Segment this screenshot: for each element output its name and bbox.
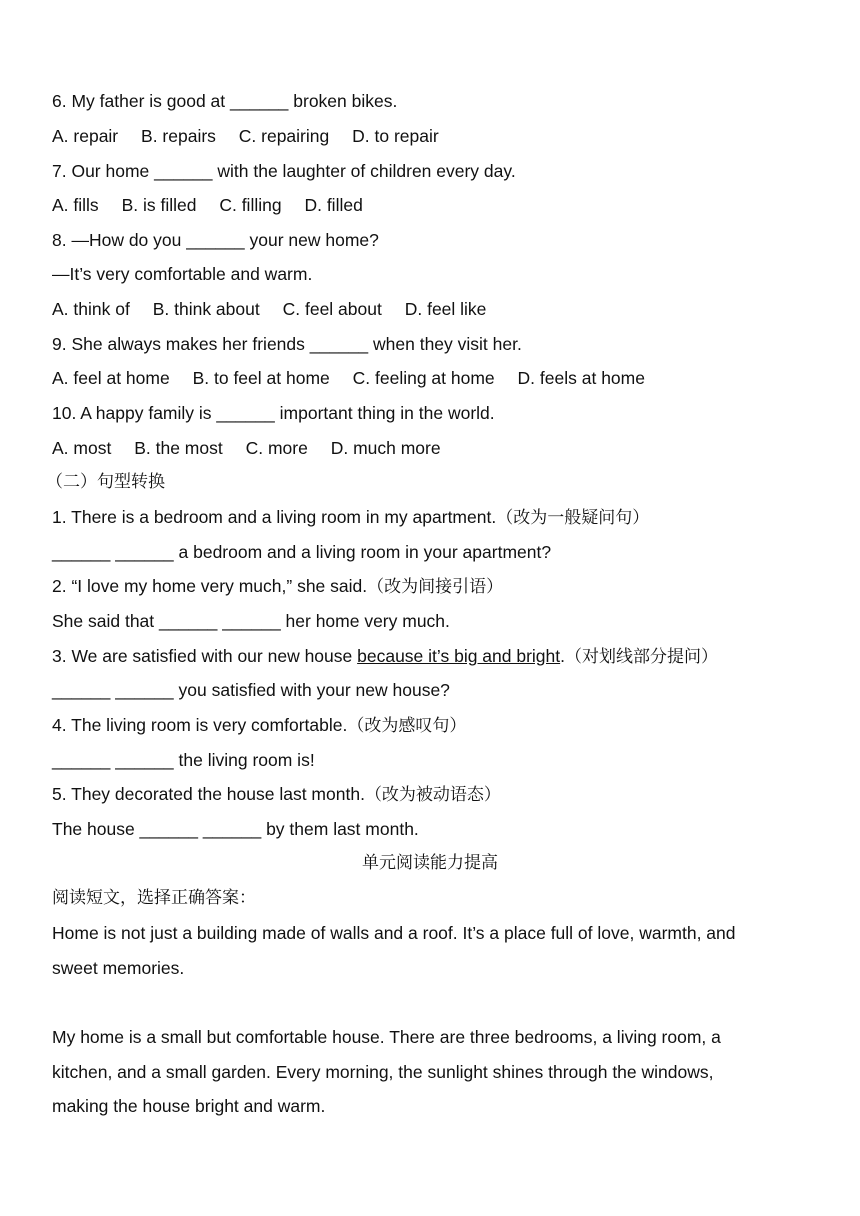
option-b: B. the most [134, 438, 223, 458]
option-d: D. feels at home [517, 368, 645, 388]
option-a: A. feel at home [52, 368, 170, 388]
question-9-options [52, 367, 820, 389]
option-a: A. repair [52, 126, 119, 146]
instruction-note: （改为一般疑问句） [496, 508, 650, 528]
option-d: D. to repair [352, 126, 439, 146]
option-c: C. feel about [282, 299, 382, 319]
option-d: D. feel like [404, 299, 487, 319]
question-10: 10. A happy family is ______ important thing in the world. [52, 403, 495, 423]
passage-line: sweet memories. [52, 958, 185, 978]
transform-2-question [52, 575, 820, 598]
transform-3-question [52, 645, 820, 668]
question-8-options [52, 298, 820, 320]
instruction-note: （对划线部分提问） [565, 647, 719, 667]
option-a: A. most [52, 438, 112, 458]
passage-line: kitchen, and a small garden. Every morning, the sunlight shines through the windows, [52, 1062, 714, 1082]
reading-section-title: 单元阅读能力提高 [362, 853, 498, 873]
transform-4-question [52, 714, 820, 737]
option-b: B. repairs [141, 126, 216, 146]
option-c: C. feeling at home [352, 368, 495, 388]
option-a: A. think of [52, 299, 130, 319]
transform-3-answer: ______ ______ you satisfied with your new house? [52, 680, 450, 700]
question-text: 3. We are satisfied with our new house [52, 646, 358, 666]
passage-line: Home is not just a building made of walls and a roof. It’s a place full of love, warmth, and [52, 923, 736, 943]
question-10-options [52, 437, 820, 459]
option-b: B. is filled [121, 195, 197, 215]
question-text: 1. There is a bedroom and a living room in my apartment. [52, 507, 497, 527]
option-b: B. to feel at home [192, 368, 330, 388]
transform-1-answer: ______ ______ a bedroom and a living room in your apartment? [52, 542, 552, 562]
question-7-options [52, 194, 820, 216]
transform-4-answer: ______ ______ the living room is! [52, 750, 315, 770]
passage-line: making the house bright and warm. [52, 1096, 326, 1116]
transform-5-answer: The house ______ ______ by them last month. [52, 819, 419, 839]
question-text: 4. The living room is very comfortable. [52, 715, 348, 735]
option-a: A. fills [52, 195, 99, 215]
underlined-phrase: because it’s big and bright [357, 646, 561, 666]
question-9: 9. She always makes her friends ______ when they visit her. [52, 334, 522, 354]
option-d: D. much more [330, 438, 441, 458]
transform-2-answer: She said that ______ ______ her home very much. [52, 611, 450, 631]
transform-5-question [52, 783, 820, 806]
question-text: 2. “I love my home very much,” she said. [52, 576, 368, 596]
instruction-note: （改为间接引语） [367, 577, 504, 597]
option-d: D. filled [304, 195, 363, 215]
passage-line: My home is a small but comfortable house. There are three bedrooms, a living room, a [52, 1027, 721, 1047]
option-c: C. repairing [238, 126, 330, 146]
section-heading: （二）句型转换 [46, 472, 165, 492]
question-8: 8. —How do you ______ your new home? [52, 230, 379, 250]
reading-instruction: 阅读短文，选择正确答案： [52, 888, 256, 908]
instruction-note: （改为感叹句） [347, 716, 467, 736]
question-6: 6. My father is good at ______ broken bikes. [52, 91, 398, 111]
question-6-options [52, 125, 820, 147]
option-c: C. more [245, 438, 308, 458]
transform-1-question [52, 506, 820, 529]
option-b: B. think about [152, 299, 260, 319]
question-7: 7. Our home ______ with the laughter of children every day. [52, 161, 516, 181]
instruction-note: （改为被动语态） [364, 785, 501, 805]
option-c: C. filling [219, 195, 282, 215]
question-end: . [560, 646, 566, 666]
question-text: 5. They decorated the house last month. [52, 784, 365, 804]
question-8-reply: —It’s very comfortable and warm. [52, 264, 313, 284]
